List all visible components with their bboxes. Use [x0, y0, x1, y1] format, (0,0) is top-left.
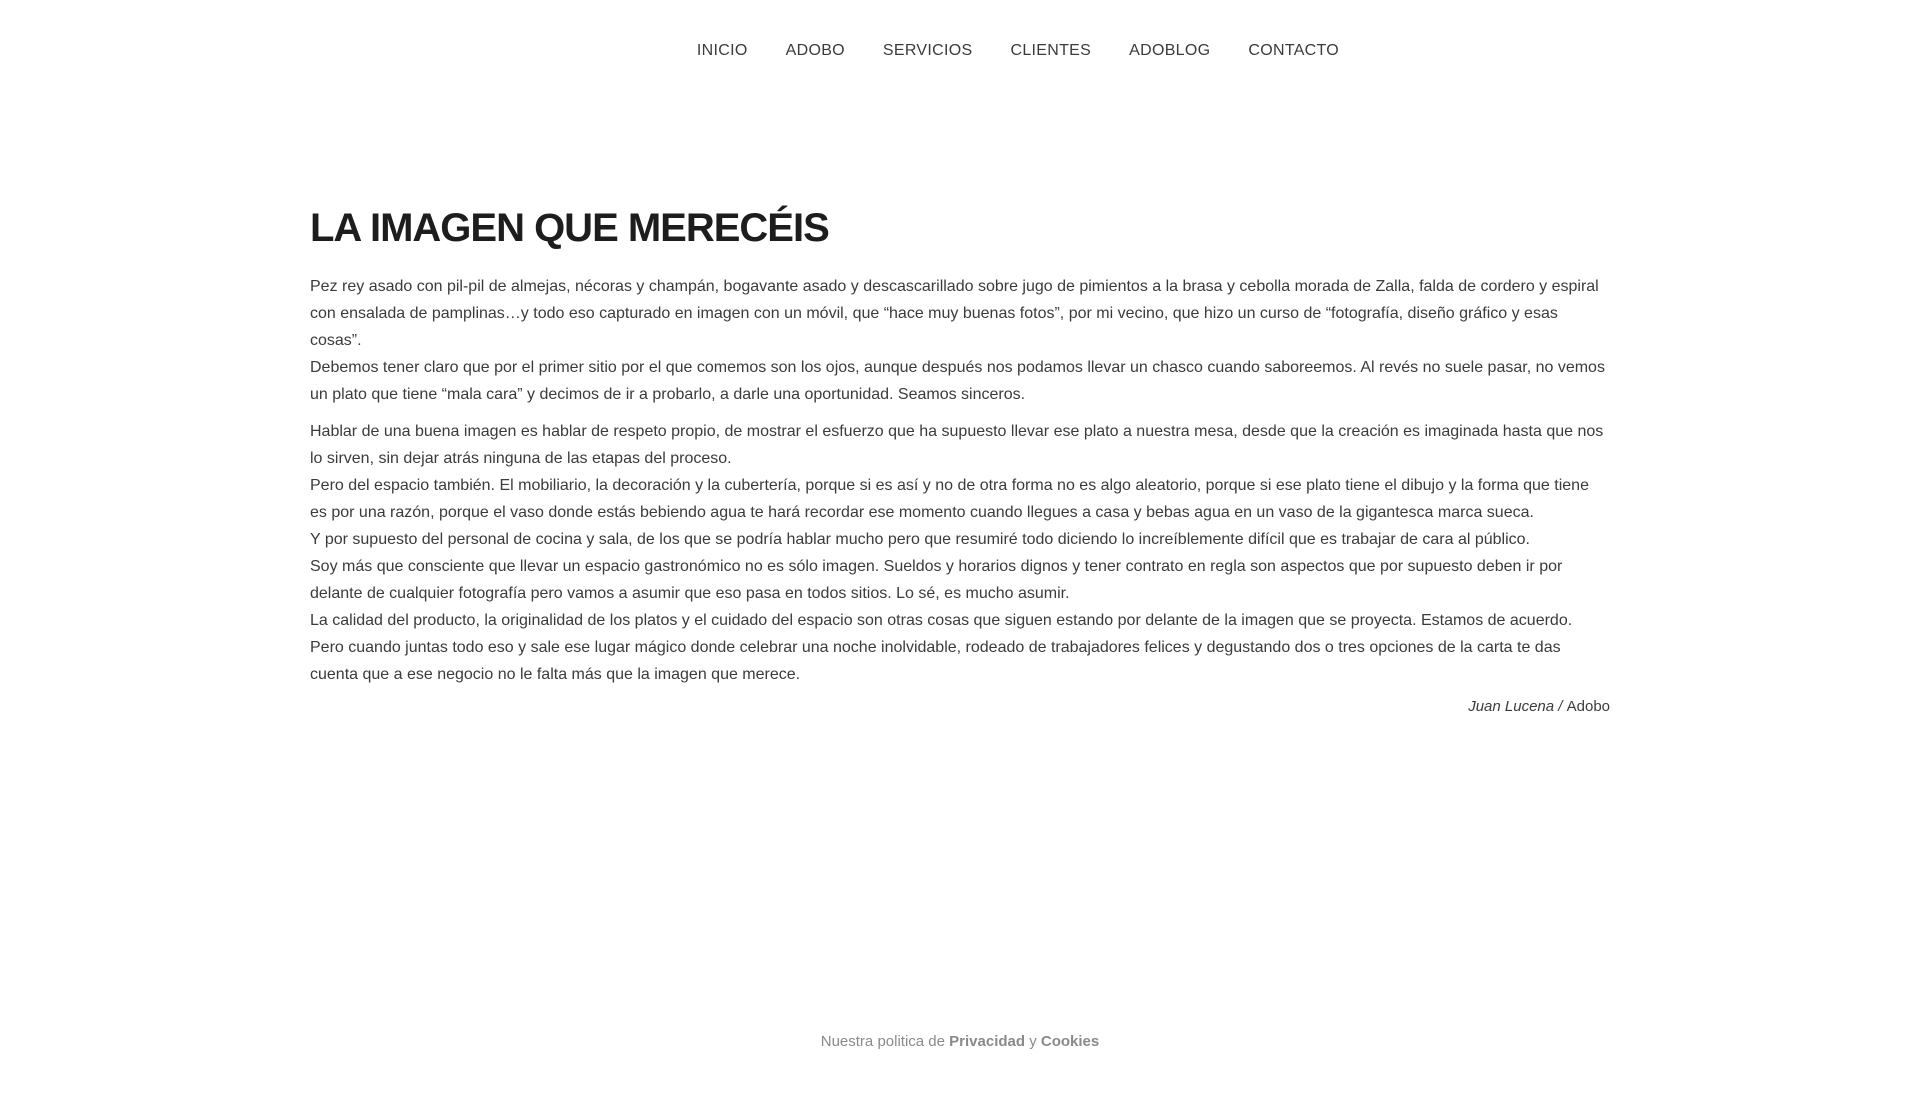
nav-item-clientes[interactable]: CLIENTES [1010, 42, 1092, 59]
article-paragraph: Pero del espacio también. El mobiliario, la decoración y la cubertería, porque si es así y no de otra forma no es algo aleatorio, porque si ese plato tiene el dibujo y la forma que tiene es por una razón, porque el vaso donde estás bebiendo agua te hará recordar ese momento cuando llegues a casa y bebas agua en un vaso de la gigantesca marca sueca. [310, 477, 1589, 521]
privacy-policy-link[interactable]: Privacidad [949, 1033, 1026, 1050]
article-attribution [310, 696, 1610, 718]
nav-item-adobo[interactable]: ADOBO [785, 42, 845, 59]
article-paragraph: Debemos tener claro que por el primer sitio por el que comemos son los ojos, aunque después nos podamos llevar un chasco cuando saboreemos. Al revés no suele pasar, no vemos un plato que tiene “mala cara” y decimos de ir a probarlo, a darle una oportunidad. Seamos sinceros. [310, 359, 1605, 403]
article-block-1 [310, 273, 1610, 408]
nav-item-inicio[interactable]: INICIO [696, 42, 748, 59]
article-paragraph: Pez rey asado con pil-pil de almejas, nécoras y champán, bogavante asado y descascarillado sobre jugo de pimientos a la brasa y cebolla morada de Zalla, falda de cordero y espiral con ensalada de pamplinas…y todo eso capturado en imagen con un móvil, que “hace muy buenas fotos”, por mi vecino, que hizo un curso de “fotografía, diseño gráfico y esas cosas”. [310, 278, 1599, 349]
footer-text-conjunction: y [1025, 1033, 1041, 1050]
article-paragraph: La calidad del producto, la originalidad de los platos y el cuidado del espacio son otras cosas que siguen estando por delante de la imagen que se proyecta. Estamos de acuerdo. [310, 612, 1573, 629]
cookies-policy-link[interactable]: Cookies [1040, 1033, 1100, 1050]
nav-item-adoblog[interactable]: ADOBLOG [1129, 42, 1211, 59]
main-nav [58, 0, 1920, 60]
article-paragraph: Pero cuando juntas todo eso y sale ese lugar mágico donde celebrar una noche inolvidable, rodeado de trabajadores felices y degustando dos o tres opciones de la carta te das cuenta que a ese negocio no le falta más que la imagen que merece. [310, 639, 1561, 683]
attribution-author: Juan Lucena / [1468, 698, 1567, 715]
article-paragraph: Soy más que consciente que llevar un espacio gastronómico no es sólo imagen. Sueldos y horarios dignos y tener contrato en regla son aspectos que por supuesto deben ir por delante de cualquier fotografía pero vamos a asumir que eso pasa en todos sitios. Lo sé, es mucho asumir. [310, 558, 1563, 602]
article-block-2 [310, 418, 1610, 688]
nav-item-servicios[interactable]: SERVICIOS [882, 42, 973, 59]
page-footer [0, 1032, 1920, 1100]
nav-item-contacto[interactable]: CONTACTO [1248, 42, 1340, 59]
footer-text-prefix: Nuestra politica de [820, 1033, 950, 1050]
attribution-brand: Adobo [1566, 698, 1610, 715]
article-paragraph: Hablar de una buena imagen es hablar de respeto propio, de mostrar el esfuerzo que ha supuesto llevar ese plato a nuestra mesa, desde que la creación es imaginada hasta que nos lo sirven, sin dejar atrás ninguna de las etapas del proceso. [310, 423, 1604, 467]
page-title: LA IMAGEN QUE MERECÉIS [310, 206, 829, 250]
article [310, 205, 1610, 718]
article-paragraph: Y por supuesto del personal de cocina y sala, de los que se podría hablar mucho pero que resumiré todo diciendo lo increíblemente difícil que es trabajar de cara al público. [310, 531, 1530, 548]
